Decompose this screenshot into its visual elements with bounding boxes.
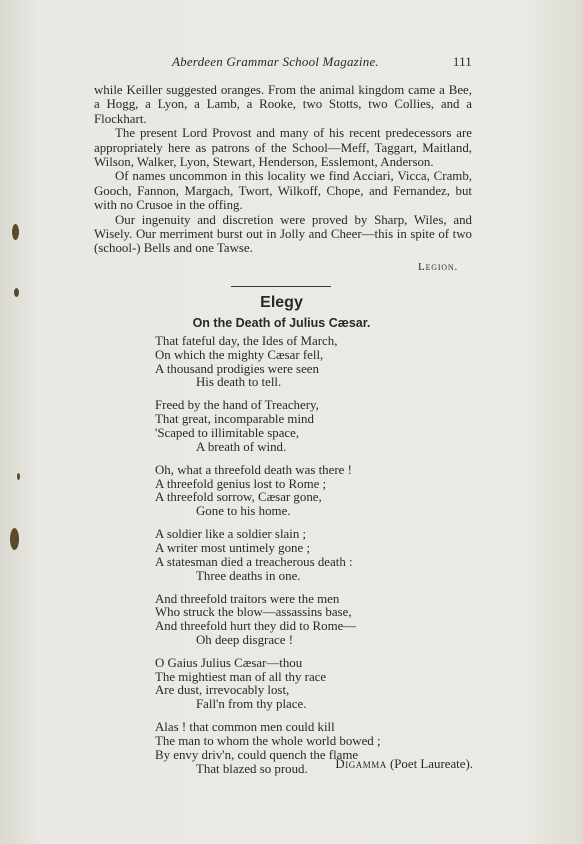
poem-line: Who struck the blow—assassins base, bbox=[155, 605, 352, 620]
paragraph: while Keiller suggested oranges. From the animal kingdom came a Bee, a Hogg, a Lyon, a Lamb, a Rooke, two Stotts, two Collies, and a Flockhart. bbox=[94, 83, 472, 126]
poem-line: A thousand prodigies were seen bbox=[155, 361, 319, 376]
stanza bbox=[155, 464, 485, 519]
poem-line: And threefold hurt they did to Rome— bbox=[155, 619, 357, 634]
poem-line: By envy driv'n, could quench the flame bbox=[155, 747, 359, 762]
margin-stain bbox=[17, 473, 20, 480]
paragraph: Our ingenuity and discretion were proved by Sharp, Wiles, and Wisely. Our merriment burst out in Jolly and Cheer—this in spite of two (school-) Bells and one Tawse. bbox=[94, 212, 472, 256]
section-divider bbox=[231, 286, 331, 287]
poem-line: That blazed so proud. bbox=[196, 761, 308, 776]
poem-line: His death to tell. bbox=[196, 375, 282, 390]
poem-line: The man to whom the whole world bowed ; bbox=[155, 734, 381, 749]
poem-attribution bbox=[335, 757, 473, 772]
poem-line: The mightiest man of all thy race bbox=[155, 669, 327, 684]
poem-line: A breath of wind. bbox=[196, 439, 287, 454]
poem-line: And threefold traitors were the men bbox=[155, 591, 340, 606]
article-text bbox=[94, 83, 472, 256]
stanza bbox=[155, 399, 485, 454]
poem-line: Freed by the hand of Treachery, bbox=[155, 398, 319, 413]
poem-line: Gone to his home. bbox=[196, 504, 291, 519]
stanza bbox=[155, 593, 485, 648]
page-number: 111 bbox=[452, 54, 472, 69]
poem-line: A soldier like a soldier slain ; bbox=[155, 527, 307, 542]
stanza bbox=[155, 335, 485, 390]
poem-line: Oh, what a threefold death was there ! bbox=[155, 462, 352, 477]
poem-line: A threefold sorrow, Cæsar gone, bbox=[155, 490, 322, 505]
stanza bbox=[155, 657, 485, 712]
poem-line: Alas ! that common men could kill bbox=[155, 720, 335, 735]
poem-line: On which the mighty Cæsar fell, bbox=[155, 347, 324, 362]
poem-body bbox=[155, 335, 485, 786]
author-signoff: Legion. bbox=[418, 261, 458, 273]
poem-line: Fall'n from thy place. bbox=[196, 697, 307, 712]
poem-line: Oh deep disgrace ! bbox=[196, 632, 293, 647]
poem-line: O Gaius Julius Cæsar—thou bbox=[155, 655, 303, 670]
poem-line: A writer most untimely gone ; bbox=[155, 540, 311, 555]
poem-line: Three deaths in one. bbox=[196, 568, 301, 583]
poem-title: Elegy bbox=[260, 294, 303, 311]
poem-line: A threefold genius lost to Rome ; bbox=[155, 476, 327, 491]
attribution-note: (Poet Laureate). bbox=[389, 757, 473, 771]
poem-line: That fateful day, the Ides of March, bbox=[155, 334, 338, 348]
header-title: Aberdeen Grammar School Magazine. bbox=[172, 54, 379, 69]
paragraph: Of names uncommon in this locality we find Acciari, Vicca, Cramb, Gooch, Fannon, Margach, Twort, Wilkoff, Chope, and Fernandez, but with no Crusoe in the offing. bbox=[94, 169, 472, 213]
running-header bbox=[172, 54, 472, 70]
margin-stain bbox=[12, 224, 19, 240]
poem-line: That great, incomparable mind bbox=[155, 412, 314, 427]
stanza bbox=[155, 528, 485, 583]
attribution-name: Digamma bbox=[335, 757, 387, 771]
poem-subtitle: On the Death of Julius Cæsar. bbox=[192, 316, 371, 330]
margin-stain bbox=[10, 528, 19, 550]
paragraph: The present Lord Provost and many of his recent predecessors are appropriately here as patrons of the School—Meff, Taggart, Maitland, Wilson, Walker, Lyon, Stewart, Henderson, Esslemont, Anderson. bbox=[94, 126, 472, 170]
poem-line: A statesman died a treacherous death : bbox=[155, 554, 353, 569]
poem-line: 'Scaped to illimitable space, bbox=[155, 425, 300, 440]
poem-line: Are dust, irrevocably lost, bbox=[155, 683, 290, 698]
